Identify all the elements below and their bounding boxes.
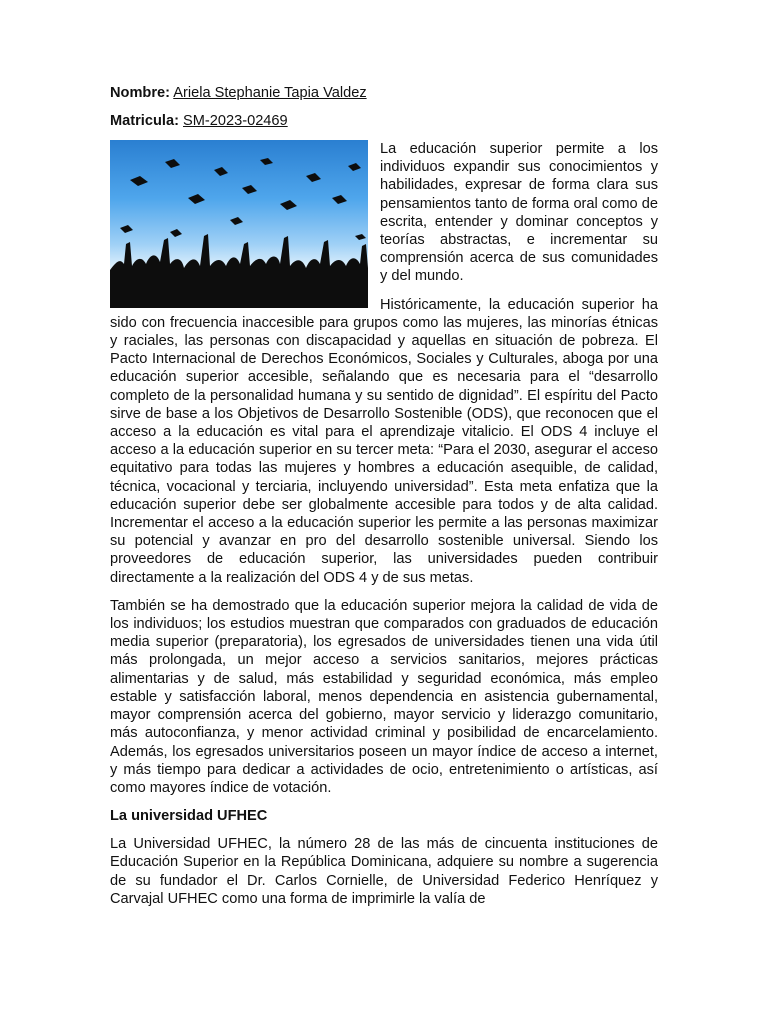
paragraph-3: También se ha demostrado que la educación superior mejora la calidad de vida de los individuos; los estudios muestran que comparados con graduados de educación media superior (preparatoria), los egresados de universidades tienen una vida útil más prolongada, un mejor acceso a servicios sanitarios, mejores prácticas alimentarias y de salud, más estabilidad y seguridad económica, más empleo estable y satisfacción laboral, menos dependencia en asistencia gubernamental, mayor comprensión acerca del gobierno, mayor servicio y liderazgo comunitario, más autoconfianza, y menor actividad criminal y posibilidad de encarcelamiento. Además, los egresados universitarios poseen un mayor índice de acceso a internet, y más tiempo para dedicar a actividades de ocio, entretenimiento o artísticas, así como mayores índice de votación. bbox=[110, 597, 658, 796]
id-value: SM-2023-02469 bbox=[183, 113, 288, 129]
name-label: Nombre: bbox=[110, 85, 170, 101]
graduation-photo bbox=[110, 140, 368, 308]
section-heading: La universidad UFHEC bbox=[110, 808, 268, 825]
name-line bbox=[110, 84, 658, 102]
name-value: Ariela Stephanie Tapia Valdez bbox=[173, 85, 367, 101]
id-label: Matricula: bbox=[110, 113, 179, 129]
id-line bbox=[110, 112, 658, 130]
paragraph-2: Históricamente, la educación superior ha sido con frecuencia inaccesible para grupos como las mujeres, las minorías étnicas y raciales, las personas con discapacidad y aquellas en situación de pobreza. El Pacto Internacional de Derechos Económicos, Sociales y Culturales, aboga por una educación superior accesible, señalando que es necesaria para el “desarrollo completo de la personalidad humana y su sentido de dignidad”. El espíritu del Pacto sirve de base a los Objetivos de Desarrollo Sostenible (ODS), que reconocen que el acceso a la educación es vital para el aprendizaje vitalicio. El ODS 4 incluye el acceso a la educación superior en su tercer meta: “Para el 2030, asegurar el acceso equitativo para todas las mujeres y hombres a educación asequible, de calidad, técnica, vocacional y terciaria, incluyendo universidad”. Esta meta enfatiza que la educación superior debe ser globalmente accesible para todos y de alta calidad. Incrementar el acceso a la educación superior les permite a las personas maximizar su potencial y avanzar en pro del desarrollo sostenible universal. Siendo los proveedores de educación superior, las universidades pueden contribuir directamente a la realización del ODS 4 y de sus metas. bbox=[110, 296, 658, 586]
paragraph-1: La educación superior permite a los individuos expandir sus conocimientos y habilidades, expresar de forma clara sus pensamientos tanto de forma oral como de escrita, entender y dominar conceptos y teorías abstractas, e incrementar su comprensión acerca de sus comunidades y del mundo. bbox=[380, 141, 658, 285]
paragraph-4: La Universidad UFHEC, la número 28 de las más de cincuenta instituciones de Educación Superior en la República Dominicana, adquiere su nombre a sugerencia de su fundador el Dr. Carlos Cornielle, de Universidad Federico Henríquez y Carvajal UFHEC como una forma de imprimirle la valía de bbox=[110, 836, 658, 907]
graduation-crowd-illustration bbox=[110, 140, 368, 308]
